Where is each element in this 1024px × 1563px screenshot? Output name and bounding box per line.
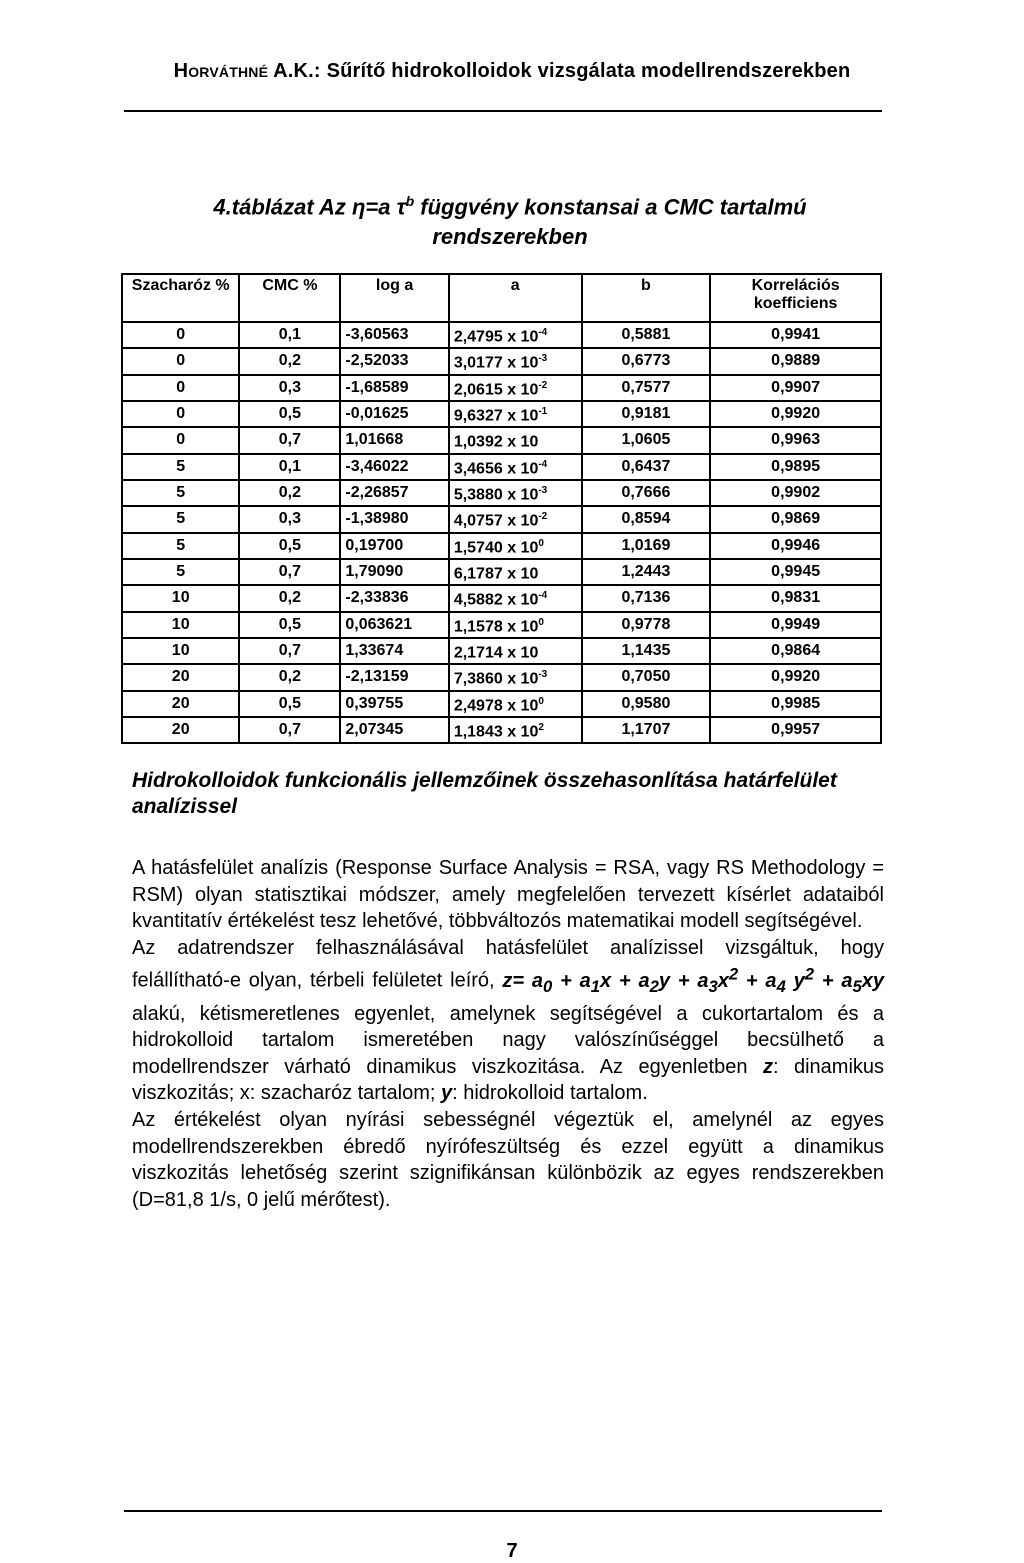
a-exponent: -4 <box>538 458 548 470</box>
b-cell: 1,2443 <box>582 559 711 585</box>
sucrose-cell: 0 <box>122 427 239 453</box>
correlation-cell: 0,9920 <box>710 664 881 690</box>
log-a-cell: -2,13159 <box>340 664 448 690</box>
log-a-cell: -1,38980 <box>340 506 448 532</box>
sucrose-cell: 5 <box>122 480 239 506</box>
caption-exponent: b <box>405 193 415 209</box>
a-exponent: 0 <box>538 695 544 707</box>
b-cell: 0,7050 <box>582 664 711 690</box>
table-row <box>122 717 881 743</box>
correlation-cell: 0,9963 <box>710 427 881 453</box>
correlation-cell: 0,9957 <box>710 717 881 743</box>
a-exponent: -2 <box>538 511 548 523</box>
a-cell: 1,1843 x $10^2$ <box>449 717 582 743</box>
b-cell: 0,7136 <box>582 585 711 611</box>
table-row <box>122 506 881 532</box>
caption-line2: rendszerekben <box>432 224 588 250</box>
sucrose-cell: 0 <box>122 348 239 374</box>
log-a-cell: -1,68589 <box>340 375 448 401</box>
paragraph-2-mid: alakú, kétismeretlenes egyenlet, amelynek segítségével a cukortartalom és a hidrokolloid tartalom ismeretében nagy valószínűséggel becsülhető a modellrendszer várható dinamikus viszkozitása. Az egyenletben <box>132 1002 884 1078</box>
correlation-cell: 0,9946 <box>710 533 881 559</box>
col-header-a: a <box>449 274 582 322</box>
a-cell: 6,1787 x 10 <box>449 559 582 585</box>
paragraph-3: Az értékelést olyan nyírási sebességnél végeztük el, amelynél az egyes modellrendszerekben ébredő nyírófeszültség és ezzel együtt a dinamikus viszkozitás lehetőség szerint szignifikánsan különbözik az egyes rendszerekben (D=81,8 1/s, 0 jelű mérőtest). <box>132 1109 884 1211</box>
log-a-cell: 1,33674 <box>340 638 448 664</box>
log-a-cell: -2,52033 <box>340 348 448 374</box>
log-a-cell: -0,01625 <box>340 401 448 427</box>
cmc-cell: 0,5 <box>239 533 340 559</box>
table-row <box>122 322 881 348</box>
constants-table <box>121 273 882 744</box>
log-a-cell: 1,01668 <box>340 427 448 453</box>
sucrose-cell: 10 <box>122 638 239 664</box>
col-header-b: b <box>582 274 711 322</box>
caption-prefix: 4.táblázat Az η=a τ <box>213 194 406 220</box>
paragraph-2-intro: Az adatrendszer felhasználásával hatásfelület analízissel vizsgáltuk, hogy felállítható-e olyan, térbeli felületet leíró, <box>132 936 884 993</box>
a-cell: 4,0757 x $10^{-2}$ <box>449 506 582 532</box>
correlation-cell: 0,9864 <box>710 638 881 664</box>
sucrose-cell: 5 <box>122 559 239 585</box>
running-header <box>0 60 1024 83</box>
table-row <box>122 612 881 638</box>
sucrose-cell: 20 <box>122 717 239 743</box>
paragraph-2-tail1: : dinamikus viszkozitás; x: szacharóz tartalom; <box>132 1055 885 1105</box>
cmc-cell: 0,2 <box>239 664 340 690</box>
header-rule <box>124 110 882 112</box>
b-cell: 1,1707 <box>582 717 711 743</box>
table-row <box>122 427 881 453</box>
col-header-log-a: log a <box>340 274 448 322</box>
correlation-cell: 0,9941 <box>710 322 881 348</box>
table-row <box>122 480 881 506</box>
log-a-cell: 1,79090 <box>340 559 448 585</box>
var-y: y <box>440 1082 453 1105</box>
a-exponent: -2 <box>538 379 548 391</box>
a-exponent: 2 <box>538 721 544 733</box>
cmc-cell: 0,5 <box>239 691 340 717</box>
cmc-cell: 0,7 <box>239 717 340 743</box>
log-a-cell: -2,26857 <box>340 480 448 506</box>
a-exponent: 0 <box>538 616 544 628</box>
correlation-cell: 0,9920 <box>710 401 881 427</box>
b-cell: 0,7577 <box>582 375 711 401</box>
a-cell: 2,4795 x $10^{-4}$ <box>449 322 582 348</box>
correlation-cell: 0,9831 <box>710 585 881 611</box>
a-cell: 1,1578 x $10^0$ <box>449 612 582 638</box>
sucrose-cell: 20 <box>122 664 239 690</box>
a-exponent: -1 <box>538 405 548 417</box>
b-cell: 0,9181 <box>582 401 711 427</box>
table-row <box>122 533 881 559</box>
log-a-cell: 0,19700 <box>340 533 448 559</box>
cmc-cell: 0,5 <box>239 401 340 427</box>
table-row <box>122 638 881 664</box>
correlation-cell: 0,9949 <box>710 612 881 638</box>
b-cell: 1,1435 <box>582 638 711 664</box>
page-number: 7 <box>506 1540 518 1562</box>
cmc-cell: 0,1 <box>239 322 340 348</box>
correlation-cell: 0,9889 <box>710 348 881 374</box>
sucrose-cell: 5 <box>122 506 239 532</box>
cmc-cell: 0,5 <box>239 612 340 638</box>
log-a-cell: -2,33836 <box>340 585 448 611</box>
table-row <box>122 691 881 717</box>
a-cell: 9,6327 x $10^{-1}$ <box>449 401 582 427</box>
sucrose-cell: 10 <box>122 585 239 611</box>
correlation-cell: 0,9945 <box>710 559 881 585</box>
cmc-cell: 0,3 <box>239 506 340 532</box>
b-cell: 0,9580 <box>582 691 711 717</box>
table-row <box>122 454 881 480</box>
a-cell: 3,4656 x $10^{-4}$ <box>449 454 582 480</box>
col-header-sucrose: Szacharóz % <box>122 274 239 322</box>
header-title: Sűrítő hidrokolloidok vizsgálata modellrendszerekben <box>326 60 851 82</box>
a-exponent: -4 <box>538 327 548 338</box>
sucrose-cell: 5 <box>122 533 239 559</box>
table-row <box>122 375 881 401</box>
b-cell: 0,8594 <box>582 506 711 532</box>
a-cell: 4,5882 x $10^{-4}$ <box>449 585 582 611</box>
a-cell: 2,0615 x $10^{-2}$ <box>449 375 582 401</box>
cmc-cell: 0,7 <box>239 427 340 453</box>
paragraph-2 <box>132 935 884 1107</box>
correlation-cell: 0,9895 <box>710 454 881 480</box>
correlation-cell: 0,9869 <box>710 506 881 532</box>
b-cell: 0,5881 <box>582 322 711 348</box>
correlation-cell: 0,9985 <box>710 691 881 717</box>
a-cell: 7,3860 x $10^{-3}$ <box>449 664 582 690</box>
paragraph-2-tail2: : hidrokolloid tartalom. <box>452 1082 648 1105</box>
var-z: z <box>762 1055 773 1078</box>
table-caption <box>130 186 890 252</box>
cmc-cell: 0,2 <box>239 348 340 374</box>
a-exponent: -3 <box>538 353 548 365</box>
a-exponent: -3 <box>538 484 548 496</box>
regression-formula: $z= a_0 + a_1x + a_2y + a_3x^2 + a_4$ $y^2 + a_5xy$ <box>502 964 885 997</box>
a-exponent: -3 <box>538 669 548 681</box>
table-row <box>122 559 881 585</box>
log-a-cell: -3,60563 <box>340 322 448 348</box>
cmc-cell: 0,2 <box>239 585 340 611</box>
cmc-cell: 0,7 <box>239 638 340 664</box>
sucrose-cell: 0 <box>122 375 239 401</box>
cmc-cell: 0,7 <box>239 559 340 585</box>
b-cell: 1,0169 <box>582 533 711 559</box>
sucrose-cell: 0 <box>122 401 239 427</box>
b-cell: 1,0605 <box>582 427 711 453</box>
col-header-cmc: CMC % <box>239 274 340 322</box>
table-body <box>122 322 881 743</box>
a-cell: 2,4978 x $10^0$ <box>449 691 582 717</box>
section-title: Hidrokolloidok funkcionális jellemzőinek összehasonlítása határfelület analízissel <box>132 769 837 818</box>
log-a-cell: -3,46022 <box>340 454 448 480</box>
cmc-cell: 0,2 <box>239 480 340 506</box>
cmc-cell: 0,1 <box>239 454 340 480</box>
table-row <box>122 585 881 611</box>
caption-suffix: függvény konstansai a CMC tartalmú <box>420 194 807 220</box>
cmc-cell: 0,3 <box>239 375 340 401</box>
table-row <box>122 664 881 690</box>
correlation-cell: 0,9902 <box>710 480 881 506</box>
a-cell: 2,1714 x 10 <box>449 638 582 664</box>
paragraph-1: A hatásfelület analízis (Response Surface Analysis = RSA, vagy RS Methodology = RSM) olyan statisztikai módszer, amely megfelelően tervezett kísérlet adataiból kvantitatív értékelést tesz lehetővé, többváltozós matematikai modell segítségével. <box>132 857 884 933</box>
log-a-cell: 2,07345 <box>340 717 448 743</box>
header-author: Horváthné A.K.: <box>173 60 321 82</box>
correlation-cell: 0,9907 <box>710 375 881 401</box>
a-cell: 3,0177 x $10^{-3}$ <box>449 348 582 374</box>
b-cell: 0,6773 <box>582 348 711 374</box>
table-row <box>122 348 881 374</box>
log-a-cell: 0,063621 <box>340 612 448 638</box>
col-header-correlation: Korrelációs koefficiens <box>710 274 881 322</box>
sucrose-cell: 10 <box>122 612 239 638</box>
footer-rule <box>124 1510 882 1512</box>
a-exponent: -4 <box>538 590 548 602</box>
body-text <box>132 855 884 1213</box>
sucrose-cell: 20 <box>122 691 239 717</box>
a-cell: 5,3880 x $10^{-3}$ <box>449 480 582 506</box>
b-cell: 0,7666 <box>582 480 711 506</box>
a-exponent: 0 <box>538 537 544 549</box>
a-cell: 1,5740 x $10^0$ <box>449 533 582 559</box>
table-header-row <box>122 274 881 322</box>
table-row <box>122 401 881 427</box>
sucrose-cell: 5 <box>122 454 239 480</box>
b-cell: 0,6437 <box>582 454 711 480</box>
log-a-cell: 0,39755 <box>340 691 448 717</box>
sucrose-cell: 0 <box>122 322 239 348</box>
a-cell: 1,0392 x 10 <box>449 427 582 453</box>
b-cell: 0,9778 <box>582 612 711 638</box>
